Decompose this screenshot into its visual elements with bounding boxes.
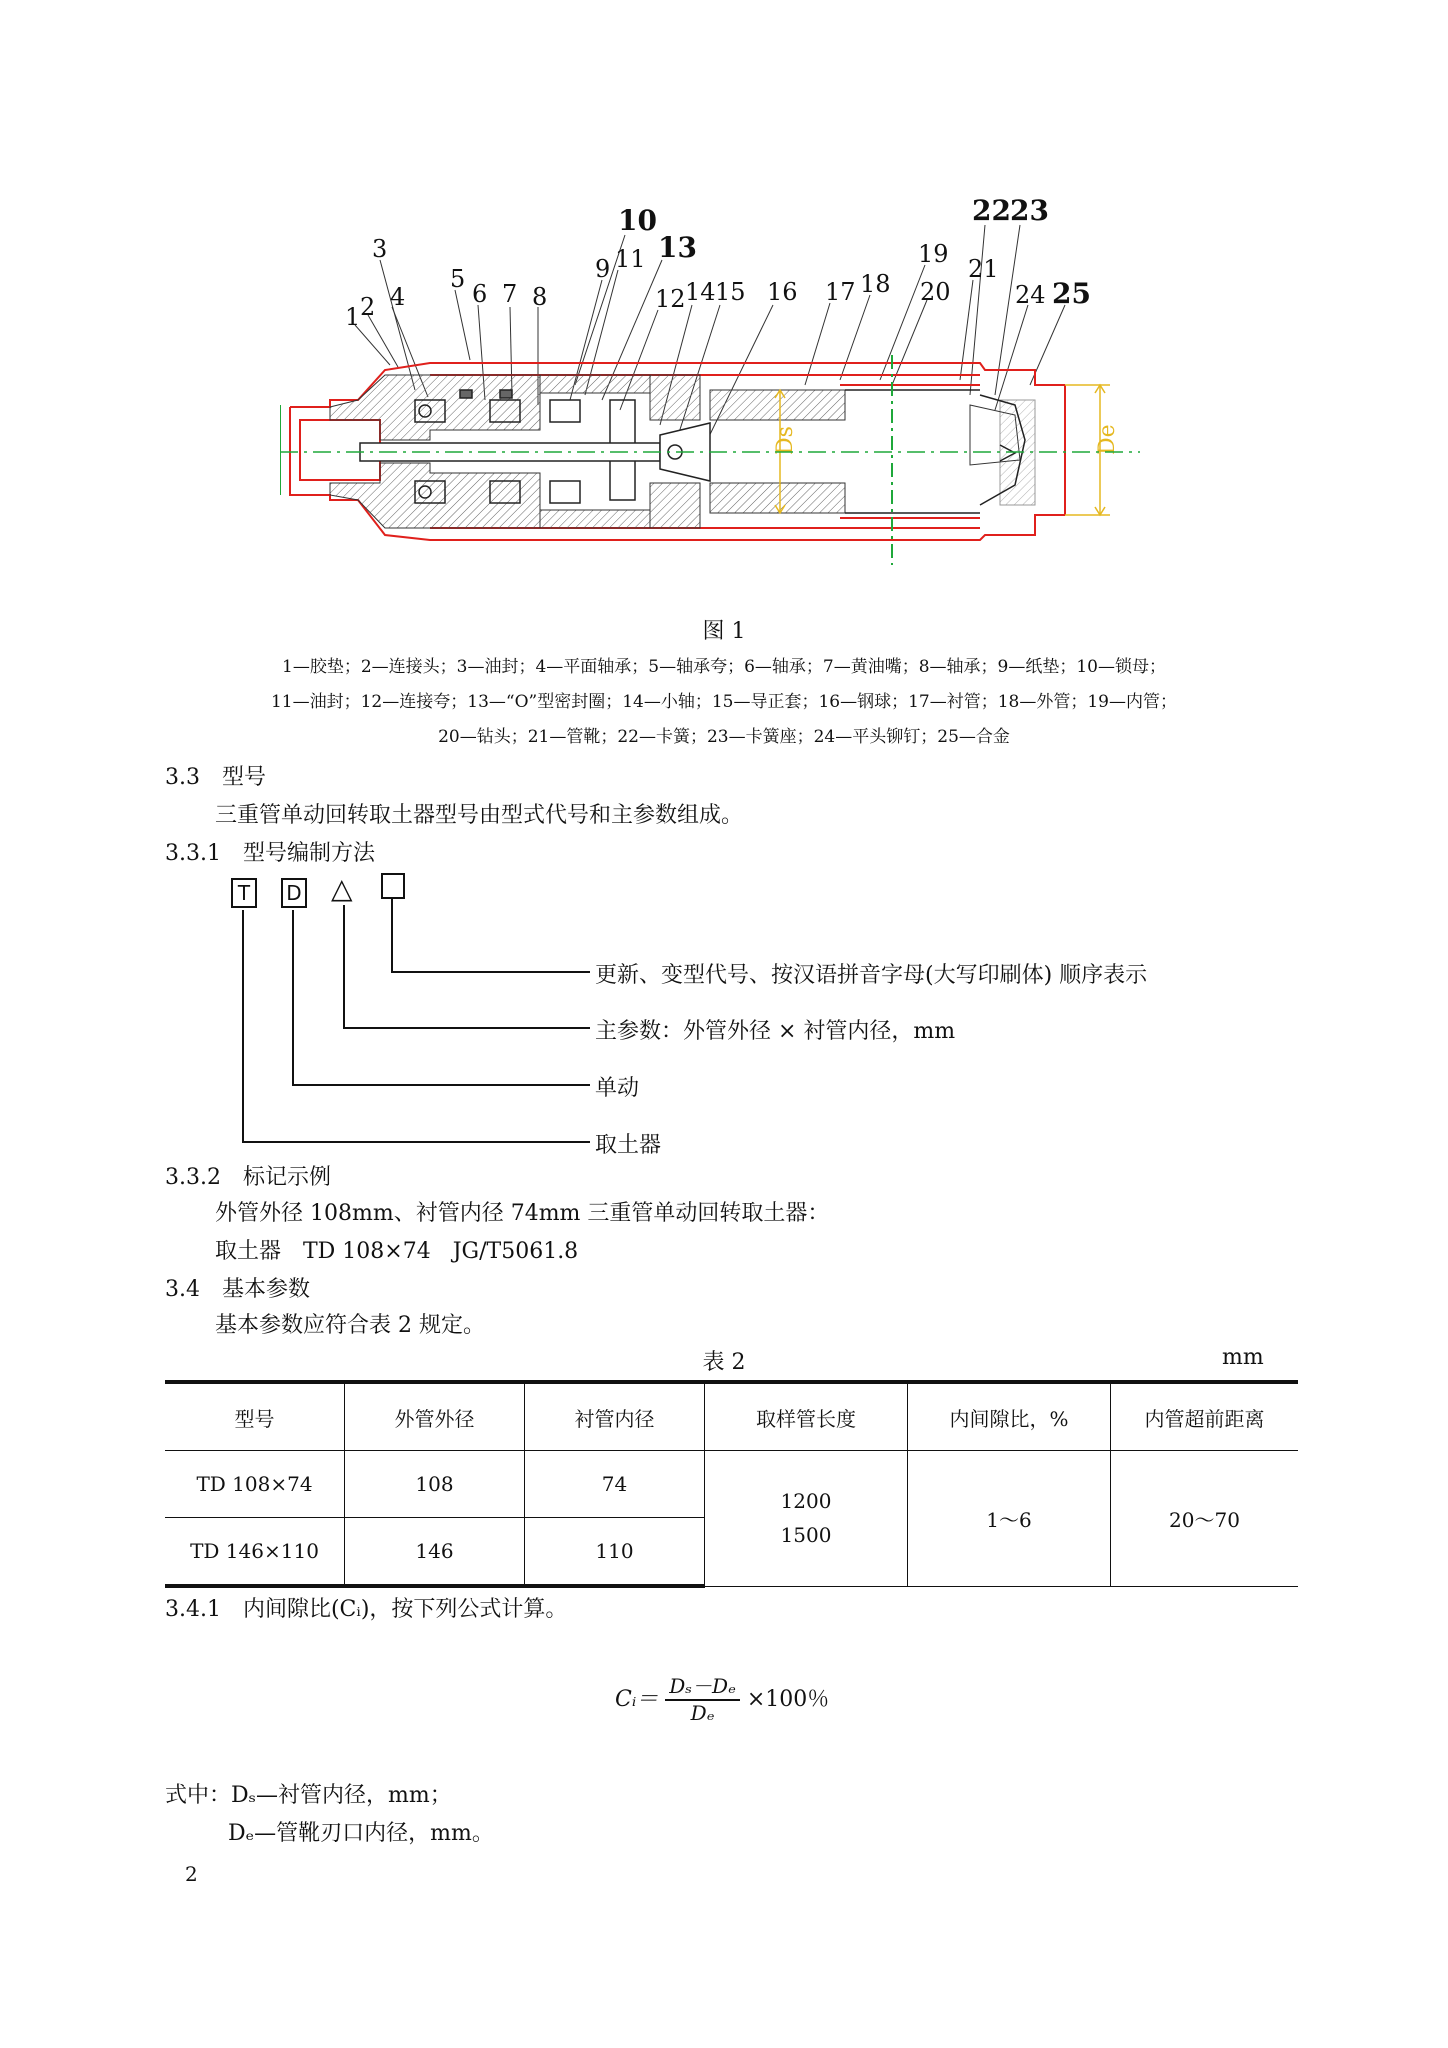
marking-example-line-1: 外管外径 108mm、衬管内径 74mm 三重管单动回转取土器： bbox=[215, 1201, 830, 1226]
marking-example-line-2: 取土器 TD 108×74 JG/T5061.8 bbox=[215, 1239, 579, 1264]
formula-rhs: ×100％ bbox=[746, 1687, 830, 1712]
figure-caption-line-3: 20—钻头；21—管靴；22—卡簧；23—卡簧座；24—平头铆钉；25—合金 bbox=[438, 727, 1010, 747]
scheme-label-revision: 更新、变型代号、按汉语拼音字母(大写印刷体) 顺序表示 bbox=[595, 963, 1148, 988]
code-box-t: T bbox=[231, 878, 257, 908]
callout-12: 12 bbox=[655, 285, 686, 313]
callout-24: 24 bbox=[1015, 281, 1046, 309]
dim-label-ds: Ds bbox=[773, 426, 798, 455]
callout-7: 7 bbox=[502, 280, 518, 308]
table-header-row bbox=[165, 1382, 1298, 1451]
code-triangle: △ bbox=[331, 872, 353, 905]
where-line-2: Dₑ—管靴刃口内径，mm。 bbox=[228, 1821, 494, 1846]
callout-25: 25 bbox=[1052, 277, 1091, 310]
callout-15: 15 bbox=[715, 278, 746, 306]
section-3-4-heading: 3.4 基本参数 bbox=[165, 1277, 310, 1302]
formula-lhs: Cᵢ＝ bbox=[615, 1687, 659, 1712]
section-3-3-2-heading: 3.3.2 标记示例 bbox=[165, 1165, 331, 1190]
cell-model: TD 146×110 bbox=[165, 1518, 345, 1587]
cell-sample-tube-length bbox=[705, 1451, 908, 1587]
table-row bbox=[165, 1451, 1298, 1518]
formula-numerator: Dₛ－Dₑ bbox=[665, 1670, 740, 1701]
section-3-3-heading: 3.3 型号 bbox=[165, 765, 266, 790]
callout-16: 16 bbox=[767, 278, 798, 306]
cell-lead-distance: 20～70 bbox=[1111, 1451, 1299, 1587]
cell-liner-inner-diameter: 110 bbox=[525, 1518, 705, 1587]
callout-13: 13 bbox=[658, 231, 697, 264]
section-3-3-1-heading: 3.3.1 型号编制方法 bbox=[165, 841, 375, 866]
callout-6: 6 bbox=[472, 280, 488, 308]
callout-23: 23 bbox=[1010, 195, 1049, 227]
callout-19: 19 bbox=[918, 240, 949, 268]
table-2-unit: mm bbox=[1222, 1345, 1264, 1370]
callout-4: 4 bbox=[390, 283, 406, 311]
sample-length-1500: 1500 bbox=[780, 1523, 832, 1548]
clearance-ratio-formula bbox=[615, 1670, 829, 1725]
scheme-label-sampler: 取土器 bbox=[595, 1133, 662, 1158]
scheme-label-single-action: 单动 bbox=[595, 1076, 640, 1101]
callout-11: 11 bbox=[615, 245, 646, 273]
table-2-title: 表 2 bbox=[702, 1350, 746, 1375]
section-3-4-1-heading: 3.4.1 内间隙比(Cᵢ)，按下列公式计算。 bbox=[165, 1597, 568, 1622]
scheme-label-main-param: 主参数：外管外径 × 衬管内径，mm bbox=[595, 1019, 956, 1044]
page-number: 2 bbox=[185, 1862, 198, 1886]
where-line-1: 式中：Dₛ—衬管内径，mm； bbox=[165, 1783, 452, 1808]
callout-10: 10 bbox=[618, 204, 657, 237]
formula-denominator: Dₑ bbox=[690, 1701, 715, 1725]
callout-20: 20 bbox=[920, 278, 951, 306]
figure-caption-line-2: 11—油封；12—连接夸；13—“O”型密封圈；14—小轴；15—导正套；16—钢球；17—衬管；18—外管；19—内管； bbox=[270, 692, 1177, 712]
cell-liner-inner-diameter: 74 bbox=[525, 1451, 705, 1518]
callout-5: 5 bbox=[450, 265, 466, 293]
figure-caption-line-1: 1—胶垫；2—连接头；3—油封；4—平面轴承；5—轴承夸；6—轴承；7—黄油嘴；8—轴承；9—纸垫；10—锁母； bbox=[282, 657, 1166, 677]
figure-title: 图 1 bbox=[702, 619, 746, 644]
callout-9: 9 bbox=[595, 255, 611, 283]
cell-clearance-ratio: 1～6 bbox=[908, 1451, 1111, 1587]
th-liner-inner-diameter: 衬管内径 bbox=[525, 1382, 705, 1451]
code-box-d: D bbox=[281, 878, 307, 908]
section-3-3-text: 三重管单动回转取土器型号由型式代号和主参数组成。 bbox=[215, 803, 744, 828]
callout-1: 1 bbox=[345, 303, 361, 331]
th-lead-distance: 内管超前距离 bbox=[1111, 1382, 1299, 1451]
th-clearance-ratio: 内间隙比，% bbox=[908, 1382, 1111, 1451]
th-model: 型号 bbox=[165, 1382, 345, 1451]
callout-18: 18 bbox=[860, 270, 891, 298]
callout-22: 22 bbox=[972, 195, 1011, 227]
th-outer-diameter: 外管外径 bbox=[345, 1382, 525, 1451]
cell-outer-diameter: 108 bbox=[345, 1451, 525, 1518]
dim-label-de: De bbox=[1095, 424, 1120, 455]
formula-fraction bbox=[665, 1670, 740, 1725]
callout-14: 14 bbox=[685, 278, 716, 306]
th-sample-tube-length: 取样管长度 bbox=[705, 1382, 908, 1451]
cell-model: TD 108×74 bbox=[165, 1451, 345, 1518]
sample-length-1200: 1200 bbox=[780, 1489, 832, 1514]
section-3-4-text: 基本参数应符合表 2 规定。 bbox=[215, 1313, 485, 1338]
cell-outer-diameter: 146 bbox=[345, 1518, 525, 1587]
callout-8: 8 bbox=[532, 283, 548, 311]
callout-3: 3 bbox=[372, 235, 388, 263]
callout-17: 17 bbox=[825, 278, 856, 306]
callout-2: 2 bbox=[360, 293, 376, 321]
table-2 bbox=[165, 1380, 1298, 1588]
callout-21: 21 bbox=[968, 255, 999, 283]
